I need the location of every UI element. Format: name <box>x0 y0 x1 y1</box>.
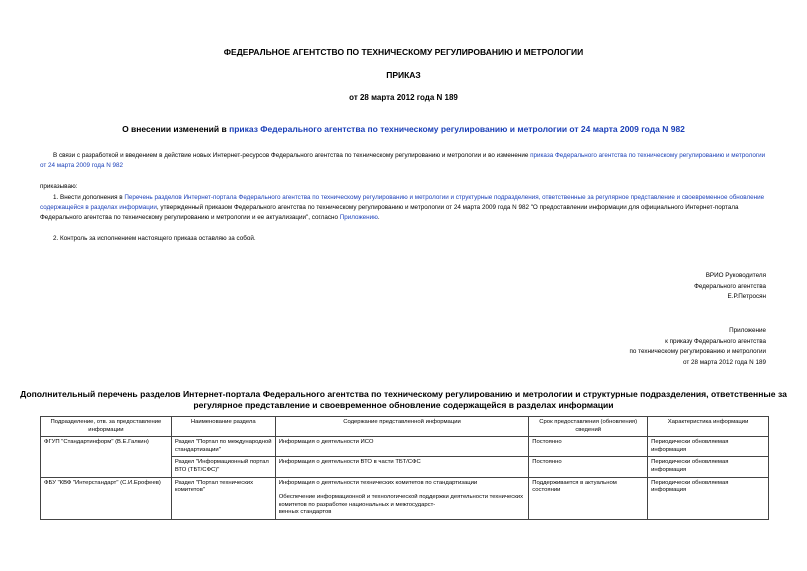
agency-heading: ФЕДЕРАЛЬНОЕ АГЕНТСТВО ПО ТЕХНИЧЕСКОМУ РЕГУЛИРОВАНИЮ И МЕТРОЛОГИИ <box>223 47 584 57</box>
appendix-line-1: Приложение <box>729 327 766 334</box>
paragraph-intro <box>40 151 770 171</box>
date-number-heading: от 28 марта 2012 года N 189 <box>349 93 458 102</box>
content-line-3: венных стандартов <box>278 509 332 516</box>
p2-link[interactable]: Перечень разделов Интернет-портала Федерального агентства по техническому регулированию и метрологии и структурные подразделения, ответственные за регулярное представление и своевременное обновление содержащейся в разделах информации <box>40 194 765 211</box>
cell-section: Раздел "Портал по международной стандартизации" <box>171 437 275 457</box>
signature-line-2: Федерального агентства <box>694 282 766 290</box>
cell-section: Раздел "Информационный портал ВТО (ТБТ/СФС)" <box>171 457 275 477</box>
cell-section: Раздел "Портал технических комитетов" <box>171 477 275 519</box>
p2-appendix-link[interactable]: Приложению <box>339 214 378 221</box>
appendix-line-2: к приказу Федерального агентства <box>665 337 766 345</box>
header-term: Срок предоставления (обновления) сведений <box>529 417 648 437</box>
p2-middle: , утвержденный приказом Федерального агентства по техническому регулированию и метрологии от 24 марта 2009 года N 982 "О предоставлении информации для официального Интернет-портала Федерального агентства по техническому регулированию и метрологии и ее актуализации", согласно <box>40 204 739 221</box>
header-characteristic: Характеристика информации <box>648 417 769 437</box>
cell-characteristic: Периодически обновляемая информация <box>648 437 769 457</box>
cell-dept: ФГУП "Стандартинформ" (В.Е.Галкин) <box>41 437 172 477</box>
appendix-block <box>629 326 766 368</box>
cell-characteristic: Периодически обновляемая информация <box>648 457 769 477</box>
cell-term: Постоянно <box>529 437 648 457</box>
sections-table <box>40 416 769 520</box>
signature-block <box>694 271 766 303</box>
content-line-2: Обеспечение информационной и технологической поддержки деятельности технических комитетов по разработке национальных и межгосударст- <box>278 494 524 508</box>
cell-term: Постоянно <box>529 457 648 477</box>
table-header-row <box>41 417 769 437</box>
p1-text: В связи с разработкой и введением в действие новых Интернет-ресурсов Федерального агентства по техническому регулированию и метрологии и во изменение <box>53 152 531 159</box>
content-line-1: Информация о деятельности технических комитетов по стандартизации <box>278 479 478 486</box>
paragraph-2: 2. Контроль за исполнением настоящего приказа оставляю за собой. <box>53 235 256 242</box>
paragraph-1 <box>40 193 770 223</box>
cell-content: Информация о деятельности ИСО <box>275 437 529 457</box>
appendix-line-4: от 28 марта 2012 года N 189 <box>682 358 766 366</box>
table-row <box>41 477 769 519</box>
table-row <box>41 437 769 457</box>
cell-characteristic: Периодически обновляемая информация <box>648 477 769 519</box>
signature-line-3: Е.Р.Петросян <box>727 293 766 300</box>
p2-prefix: 1. Внести дополнения в <box>53 194 125 201</box>
header-section: Наименование раздела <box>171 417 275 437</box>
cell-content: Информация о деятельности ВТО в части ТБТ/СФС <box>275 457 529 477</box>
title-link[interactable]: приказ Федерального агентства по техническому регулированию и метрологии от 24 марта 2009 года N 982 <box>229 124 685 134</box>
doc-type-heading: ПРИКАЗ <box>386 70 421 80</box>
appendix-line-3: по техническому регулированию и метрологии <box>629 348 766 355</box>
header-dept: Подразделение, отв. за предоставление информации <box>41 417 172 437</box>
p1-link[interactable]: приказа Федерального агентства по техническому регулированию и метрологии от 24 марта 2009 года N 982 <box>40 152 766 169</box>
signature-line-1: ВРИО Руководителя <box>705 272 766 279</box>
title-prefix: О внесении изменений в <box>122 124 230 134</box>
table-title: Дополнительный перечень разделов Интернет-портала Федерального агентства по техническому регулированию и метрологии и структурные подразделения, ответственные за регулярное представление и своевременное обновление содержащейся в разделах информации <box>20 389 787 410</box>
p2-end: . <box>377 214 380 221</box>
cell-content <box>275 477 529 519</box>
cell-dept: ФБУ "КВФ "Интерстандарт" (С.И.Ерофеев) <box>41 477 172 519</box>
document-title <box>0 124 807 134</box>
order-word: приказываю: <box>40 183 78 190</box>
cell-term: Поддерживается в актуальном состоянии <box>529 477 648 519</box>
header-content: Содержание представленной информации <box>275 417 529 437</box>
